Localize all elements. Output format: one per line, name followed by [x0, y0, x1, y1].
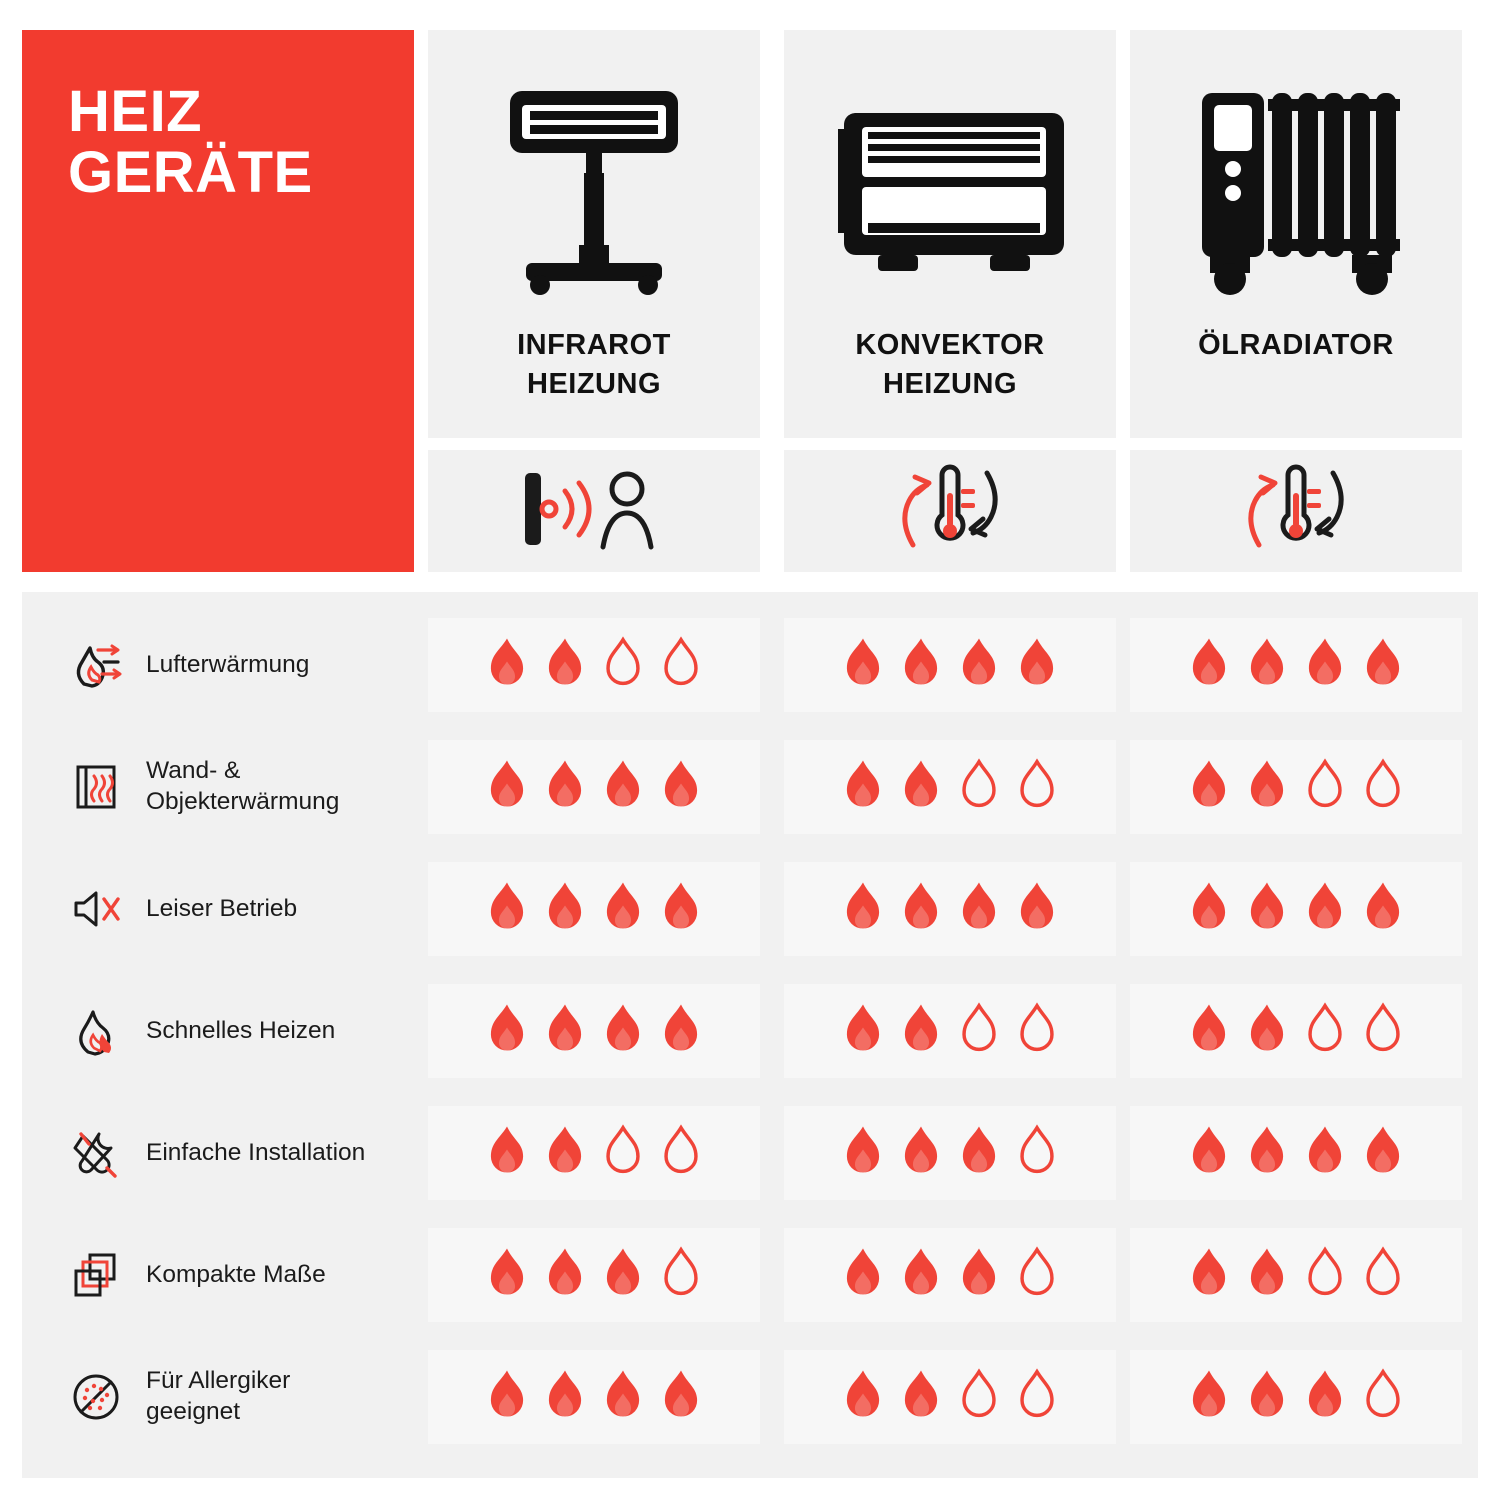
row-label-text-line-1: Für Allergiker	[146, 1367, 291, 1395]
flame-icon	[484, 880, 530, 938]
flame-icon	[542, 880, 588, 938]
convector-heater-icon	[784, 64, 1116, 312]
table-row	[22, 976, 1478, 1086]
flame-icon-empty	[1014, 1368, 1060, 1426]
row-label-cell	[68, 1342, 428, 1452]
column-title-line-2: HEIZUNG	[527, 368, 661, 401]
row-label-text-line-1: Wand- &	[146, 757, 241, 785]
flame-icon-empty	[1014, 1246, 1060, 1304]
row-label-text: Kompakte Maße	[146, 1260, 326, 1288]
row-label-cell	[68, 1220, 428, 1330]
flame-icon	[898, 758, 944, 816]
row-label-text: Einfache Installation	[146, 1138, 366, 1166]
flame-icon	[840, 1246, 886, 1304]
flame-icon	[658, 758, 704, 816]
flame-icon	[956, 636, 1002, 694]
flame-icon	[1302, 1124, 1348, 1182]
rating-cell-konvektor	[784, 862, 1116, 956]
flame-icon	[484, 1246, 530, 1304]
table-row	[22, 854, 1478, 964]
flame-icon-empty	[956, 758, 1002, 816]
silent-operation-icon	[68, 881, 124, 937]
allergy-friendly-icon	[68, 1369, 124, 1425]
flame-icon-empty	[1014, 1002, 1060, 1060]
flame-icon-empty	[1302, 758, 1348, 816]
flame-icon	[600, 758, 646, 816]
infrared-panel-heater-icon	[428, 64, 760, 312]
flame-icon	[484, 1002, 530, 1060]
air-circulation-thermometer-icon	[1221, 459, 1371, 564]
row-label	[146, 1366, 290, 1428]
flame-icon-empty	[1014, 758, 1060, 816]
flame-icon	[1244, 1368, 1290, 1426]
flame-icon	[484, 1368, 530, 1426]
flame-icon	[840, 1002, 886, 1060]
flame-icon	[1244, 758, 1290, 816]
flame-icon	[658, 1368, 704, 1426]
air-circulation-thermometer-icon	[875, 459, 1025, 564]
flame-icon	[600, 880, 646, 938]
row-label	[146, 894, 297, 925]
title-card	[22, 30, 414, 572]
flame-icon	[542, 636, 588, 694]
principle-infrarot	[428, 450, 760, 572]
row-label-text-line-2: geeignet	[146, 1398, 241, 1425]
rating-cell-oelradiator	[1130, 1350, 1462, 1444]
table-row	[22, 1342, 1478, 1452]
flame-icon	[1186, 1002, 1232, 1060]
flame-icon	[542, 1246, 588, 1304]
flame-icon-empty	[956, 1368, 1002, 1426]
rating-cell-oelradiator	[1130, 740, 1462, 834]
flame-icon-empty	[1360, 1002, 1406, 1060]
column-title-line-1: ÖLRADIATOR	[1198, 329, 1394, 361]
page-title-line-2: GERÄTE	[68, 139, 313, 205]
row-label	[146, 1138, 365, 1169]
flame-icon-empty	[1302, 1246, 1348, 1304]
flame-icon-empty	[1302, 1002, 1348, 1060]
flame-icon-empty	[1360, 1368, 1406, 1426]
row-label-cell	[68, 1098, 428, 1208]
flame-icon	[1014, 636, 1060, 694]
row-label-cell	[68, 976, 428, 1086]
flame-icon	[600, 1368, 646, 1426]
oil-radiator-icon	[1130, 64, 1462, 312]
column-title-konvektor	[784, 326, 1116, 404]
column-title-line-1: INFRAROT	[517, 329, 671, 361]
air-heating-icon	[68, 637, 124, 693]
column-header-konvektor	[784, 30, 1116, 438]
flame-icon	[1186, 1246, 1232, 1304]
rating-cell-konvektor	[784, 1228, 1116, 1322]
flame-icon	[898, 636, 944, 694]
row-label-text: Leiser Betrieb	[146, 894, 298, 922]
radiant-heat-to-person-icon	[509, 461, 679, 562]
flame-icon	[542, 1368, 588, 1426]
wall-object-heating-icon	[68, 759, 124, 815]
column-header-infrarot	[428, 30, 760, 438]
flame-icon	[1244, 1124, 1290, 1182]
rating-cell-oelradiator	[1130, 984, 1462, 1078]
row-label-text: Schnelles Heizen	[146, 1016, 336, 1044]
flame-icon-empty	[956, 1002, 1002, 1060]
column-title-oelradiator	[1130, 326, 1462, 365]
flame-icon	[840, 758, 886, 816]
column-header-oelradiator	[1130, 30, 1462, 438]
page-title-line-1: HEIZ	[68, 79, 203, 144]
rating-cell-oelradiator	[1130, 862, 1462, 956]
flame-icon	[1186, 636, 1232, 694]
flame-icon	[1244, 636, 1290, 694]
flame-icon	[484, 636, 530, 694]
flame-icon	[898, 1124, 944, 1182]
flame-icon	[542, 1002, 588, 1060]
row-label	[146, 1016, 335, 1047]
flame-icon	[840, 1368, 886, 1426]
flame-icon	[898, 880, 944, 938]
flame-icon	[484, 1124, 530, 1182]
page-title	[68, 79, 368, 205]
column-title-line-2: HEIZUNG	[883, 368, 1017, 401]
flame-icon	[1186, 1124, 1232, 1182]
flame-icon	[898, 1246, 944, 1304]
fast-heating-icon	[68, 1003, 124, 1059]
flame-icon	[600, 1002, 646, 1060]
rating-cell-konvektor	[784, 984, 1116, 1078]
flame-icon	[658, 1002, 704, 1060]
rating-cell-oelradiator	[1130, 1106, 1462, 1200]
row-label	[146, 650, 309, 681]
flame-icon	[956, 880, 1002, 938]
flame-icon-empty	[1360, 758, 1406, 816]
rating-cell-konvektor	[784, 1350, 1116, 1444]
flame-icon	[840, 1124, 886, 1182]
rating-cell-infrarot	[428, 1350, 760, 1444]
flame-icon-empty	[658, 636, 704, 694]
column-title-infrarot	[428, 326, 760, 404]
flame-icon-empty	[1014, 1124, 1060, 1182]
flame-icon	[898, 1002, 944, 1060]
flame-icon	[1302, 880, 1348, 938]
principle-oelradiator	[1130, 450, 1462, 572]
flame-icon	[898, 1368, 944, 1426]
flame-icon-empty	[658, 1124, 704, 1182]
flame-icon	[1186, 1368, 1232, 1426]
flame-icon	[1014, 880, 1060, 938]
row-label	[146, 756, 339, 818]
flame-icon-empty	[1360, 1246, 1406, 1304]
flame-icon	[1360, 1124, 1406, 1182]
rating-cell-infrarot	[428, 1106, 760, 1200]
row-label	[146, 1260, 326, 1291]
flame-icon-empty	[600, 636, 646, 694]
flame-icon-empty	[658, 1246, 704, 1304]
principle-konvektor	[784, 450, 1116, 572]
table-row	[22, 1220, 1478, 1330]
flame-icon	[956, 1246, 1002, 1304]
row-label-cell	[68, 854, 428, 964]
flame-icon	[1302, 636, 1348, 694]
flame-icon	[956, 1124, 1002, 1182]
flame-icon	[1186, 880, 1232, 938]
flame-icon	[1302, 1368, 1348, 1426]
table-row	[22, 1098, 1478, 1208]
flame-icon	[542, 758, 588, 816]
flame-icon	[1244, 1002, 1290, 1060]
header-area	[0, 0, 1500, 572]
flame-icon	[1244, 880, 1290, 938]
row-label-cell	[68, 732, 428, 842]
flame-icon	[600, 1246, 646, 1304]
row-label-cell	[68, 610, 428, 720]
rating-cell-konvektor	[784, 618, 1116, 712]
flame-icon	[484, 758, 530, 816]
flame-icon	[840, 636, 886, 694]
flame-icon	[1360, 880, 1406, 938]
rating-cell-oelradiator	[1130, 1228, 1462, 1322]
easy-installation-icon	[68, 1125, 124, 1181]
flame-icon	[1244, 1246, 1290, 1304]
comparison-table	[22, 592, 1478, 1478]
row-label-text-line-2: Objekterwärmung	[146, 788, 340, 815]
rating-cell-infrarot	[428, 740, 760, 834]
rating-cell-konvektor	[784, 1106, 1116, 1200]
flame-icon	[1186, 758, 1232, 816]
table-row	[22, 610, 1478, 720]
flame-icon	[840, 880, 886, 938]
rating-cell-infrarot	[428, 984, 760, 1078]
rating-cell-oelradiator	[1130, 618, 1462, 712]
flame-icon-empty	[600, 1124, 646, 1182]
flame-icon	[658, 880, 704, 938]
flame-icon	[1360, 636, 1406, 694]
row-label-text: Lufterwärmung	[146, 650, 310, 678]
column-title-line-1: KONVEKTOR	[855, 329, 1045, 361]
rating-cell-konvektor	[784, 740, 1116, 834]
compact-size-icon	[68, 1247, 124, 1303]
rating-cell-infrarot	[428, 1228, 760, 1322]
rating-cell-infrarot	[428, 862, 760, 956]
rating-cell-infrarot	[428, 618, 760, 712]
flame-icon	[542, 1124, 588, 1182]
table-row	[22, 732, 1478, 842]
